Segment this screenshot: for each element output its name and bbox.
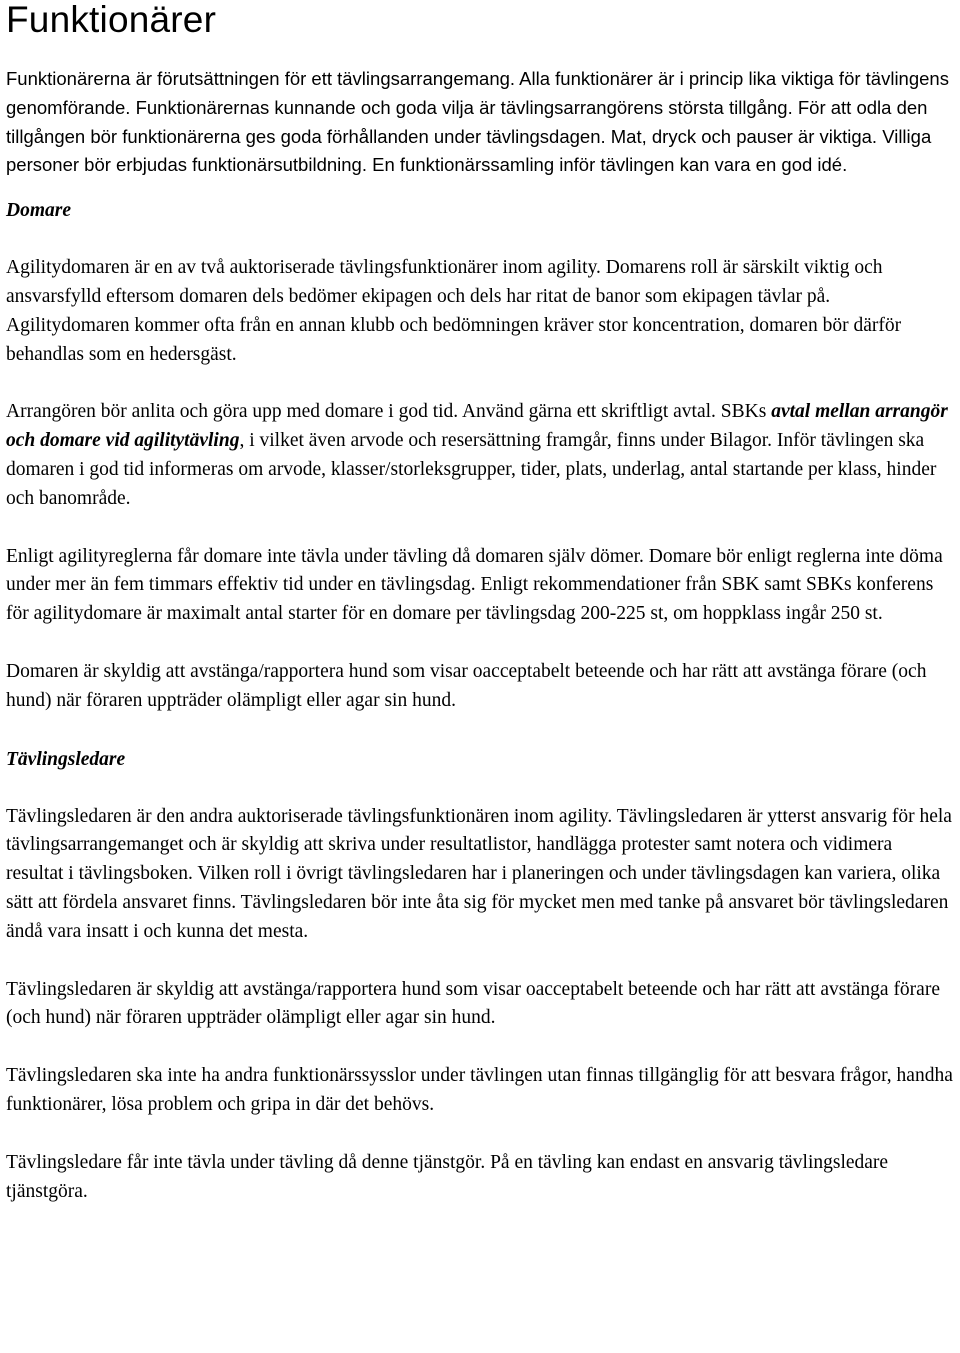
domare-paragraph-3: Enligt agilityreglerna får domare inte tävla under tävling då domaren själv dömer. Domare bör enligt reglerna inte döma under mer än fem timmars effektiv tid under en tävlingsdag. Enligt rekommendationer från SBK samt SBKs konferens för agilitydomare är maximalt antal starter för en domare per tävlingsdag 200-225 st, om hoppklass ingår 250 st. (6, 545, 943, 625)
tavlingsledare-paragraph-3: Tävlingsledaren ska inte ha andra funktionärssysslor under tävlingen utan finnas tillgänglig för att besvara frågor, handha funktionärer, lösa problem och gripa in där det behövs. (6, 1065, 953, 1115)
tavlingsledare-paragraph-1: Tävlingsledaren är den andra auktoriserade tävlingsfunktionären inom agility. Tävlingsledaren är ytterst ansvarig för hela tävlingsarrangemanget och är skyldig att skriva under resultatlistor, handlägga protester samt notera och vidimera resultat i tävlingsboken. Vilken roll i övrigt tävlingsledaren har i planeringen och under tävlingsdagen kan variera, olika sätt att fördela ansvaret finns. Tävlingsledaren bör inte åta sig för mycket men med tanke på ansvaret bör tävlingsledaren ändå vara insatt i och kunna det mesta. (6, 805, 952, 942)
domare-paragraph-1: Agilitydomaren är en av två auktoriserade tävlingsfunktionärer inom agility. Domarens roll är särskilt viktig och ansvarsfylld eftersom domaren dels bedömer ekipagen och dels har ritat de banor som ekipagen tävlar på. Agilitydomaren kommer ofta från en annan klubb och bedömningen kräver stor koncentration, domaren bör därför behandlas som en hedersgäst. (6, 257, 902, 365)
tavlingsledare-paragraph-4: Tävlingsledare får inte tävla under tävling då denne tjänstgör. På en tävling kan endast en ansvarig tävlingsledare tjänstgöra. (6, 1151, 889, 1202)
domare-p2-text-after: , i vilket även arvode och resersättning framgår, finns under Bilagor. Inför tävlingen ska domaren i god tid informeras om arvode, klasser/storleksgrupper, tider, plats, underlag, antal startande per klass, hinder och banområde. (6, 430, 937, 509)
avtal-reference: avtal mellan arrangör och domare vid agilitytävling (6, 401, 948, 452)
domare-paragraph-2 (6, 398, 954, 513)
intro-paragraph: Funktionärerna är förutsättningen för ett tävlingsarrangemang. Alla funktionärer är i princip lika viktiga för tävlingens genomförande. Funktionärernas kunnande och goda vilja är tävlingsarrangörens största tillgång. För att odla den tillgången bör funktionärerna ges goda förhållanden under tävlingsdagen. Mat, dryck och pauser är viktiga. Villiga personer bör erbjudas funktionärsutbildning. En funktionärssamling inför tävlingen kan vara en god idé. (6, 68, 949, 176)
section-heading-tavlingsledare: Tävlingsledare (6, 748, 126, 770)
domare-paragraph-4: Domaren är skyldig att avstänga/rapportera hund som visar oacceptabelt beteende och har rätt att avstänga förare (och hund) när föraren uppträder olämpligt eller agar sin hund. (6, 660, 927, 711)
domare-p2-text-before: Arrangören bör anlita och göra upp med domare i god tid. Använd gärna ett skriftligt avtal. SBKs (6, 401, 772, 423)
section-heading-domare: Domare (6, 200, 71, 222)
tavlingsledare-paragraph-2: Tävlingsledaren är skyldig att avstänga/rapportera hund som visar oacceptabelt beteende och har rätt att avstänga förare (och hund) när föraren uppträder olämpligt eller agar sin hund. (6, 978, 940, 1029)
page-title: Funktionärer (6, 0, 217, 40)
